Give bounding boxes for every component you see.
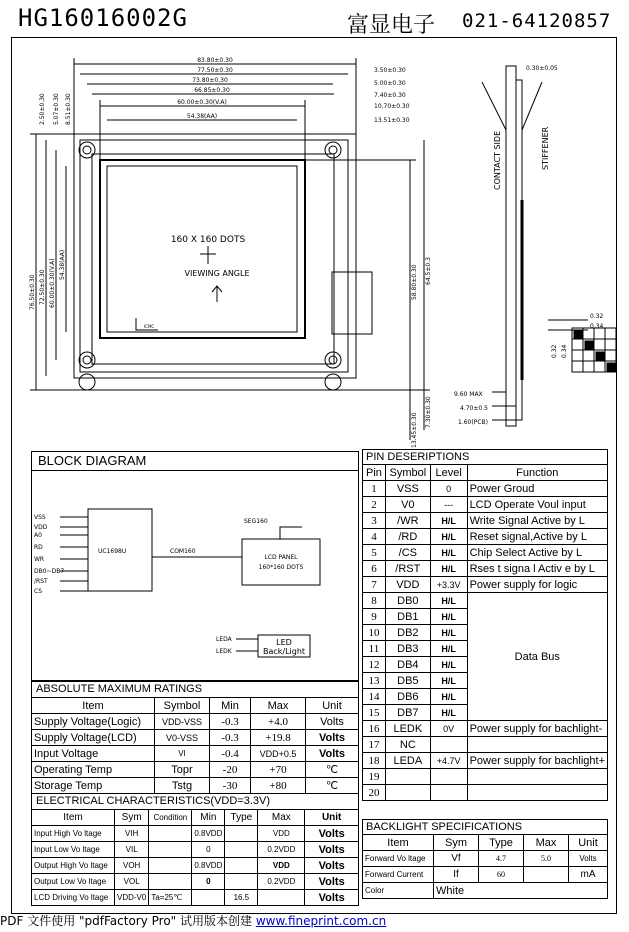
elec-cell: VDD-V0 <box>115 890 149 906</box>
footer-text: PDF 文件使用 "pdfFactory Pro" 试用版本创建 <box>0 914 253 928</box>
led-line1: LED <box>276 638 292 647</box>
electrical-table <box>31 809 359 906</box>
elec-cell <box>258 890 305 906</box>
dim-54-aa-v: 54.38(AA) <box>59 249 66 280</box>
dim-9-60: 9.60 MAX <box>454 391 483 398</box>
abs-max-table <box>31 697 359 794</box>
dim-66-85: 66.85±0.30 <box>194 87 230 94</box>
elec-head-max: Max <box>258 810 305 826</box>
elec-cell: VOH <box>115 858 149 874</box>
abs-cell: -0.4 <box>210 746 251 762</box>
pin-cell: H/L <box>430 513 467 529</box>
elec-cell: Input Low Vo ltage <box>32 842 115 858</box>
backlight-table <box>362 834 608 899</box>
pin-head-symbol: Symbol <box>385 465 430 481</box>
dim-8-51: 8.51±0.30 <box>65 93 72 125</box>
abs-cell: Supply Voltage(LCD) <box>32 730 155 746</box>
bl-cell: 4.7 <box>479 851 524 867</box>
abs-cell: VDD+0.5 <box>251 746 306 762</box>
abs-cell: +4.0 <box>251 714 306 730</box>
abs-cell: +19.8 <box>251 730 306 746</box>
elec-cell: Volts <box>305 842 359 858</box>
led-line2: Back/Light <box>262 647 306 656</box>
dim-60-va: 60.00±0.30(V.A) <box>177 99 227 106</box>
pin-row <box>363 529 608 545</box>
pin-cell <box>430 785 467 801</box>
pin-cell: 19 <box>363 769 386 785</box>
elec-head-min: Min <box>192 810 225 826</box>
controller-label: UC1698U <box>98 548 127 555</box>
pin-cell: /RST <box>385 561 430 577</box>
pin-section <box>362 449 608 801</box>
elec-cell: 0 <box>192 842 225 858</box>
pin-cell: /RD <box>385 529 430 545</box>
pin-row <box>363 785 608 801</box>
pin-head-pin: Pin <box>363 465 386 481</box>
pin-cell: Power supply for logic <box>467 577 607 593</box>
elec-cell: Volts <box>305 826 359 842</box>
dim-77-50: 77.50±0.30 <box>197 67 233 74</box>
elec-cell: 0 <box>192 874 225 890</box>
abs-cell: Tstg <box>155 778 210 794</box>
bl-cell: Forward Current <box>363 867 434 883</box>
model-number: HG16016002G <box>18 4 188 32</box>
pin-cell: +3.3V <box>430 577 467 593</box>
pin-cell: /CS <box>385 545 430 561</box>
pin-row <box>363 497 608 513</box>
contact-side-label: CONTACT SIDE <box>493 130 502 190</box>
elec-cell: Output Low Vo ltage <box>32 874 115 890</box>
abs-head-item: Item <box>32 698 155 714</box>
pin-row <box>363 737 608 753</box>
sig-wr: WR <box>34 556 45 563</box>
pin-cell: LEDA <box>385 753 430 769</box>
pin-row <box>363 753 608 769</box>
pin-table <box>362 464 608 801</box>
pin-cell: DB3 <box>385 641 430 657</box>
elec-cell: Volts <box>305 874 359 890</box>
pin-cell: 20 <box>363 785 386 801</box>
pin-cell: 0 <box>430 481 467 497</box>
footer-link[interactable]: www.fineprint.com.cn <box>255 914 387 928</box>
dots-label: 160 X 160 DOTS <box>170 235 246 245</box>
abs-cell: Operating Temp <box>32 762 155 778</box>
elec-cell: 0.2VDD <box>258 842 305 858</box>
bl-cell: Vf <box>434 851 479 867</box>
pin-cell: V0 <box>385 497 430 513</box>
pin-cell: H/L <box>430 673 467 689</box>
elec-cell <box>149 874 192 890</box>
pin-cell <box>467 785 607 801</box>
pin-cell: Power supply for bachlight+ <box>467 753 607 769</box>
abs-max-title: ABSOLUTE MAXIMUM RATINGS <box>31 681 359 697</box>
elec-cell <box>225 858 258 874</box>
module-outline <box>74 134 356 378</box>
dim-13-45: 13.45±0.30 <box>411 412 418 448</box>
abs-cell: +70 <box>251 762 306 778</box>
dim-83-80: 83.80±0.30 <box>197 57 233 64</box>
pin-cell: NC <box>385 737 430 753</box>
abs-head-max: Max <box>251 698 306 714</box>
pin-cell: H/L <box>430 545 467 561</box>
pin-row <box>363 593 608 609</box>
elec-cell: LCD Driving Vo ltage <box>32 890 115 906</box>
bl-head-sym: Sym <box>434 835 479 851</box>
pin-row <box>363 721 608 737</box>
dim-13-51: 13.51±0.30 <box>374 117 410 124</box>
bl-cell <box>524 867 569 883</box>
abs-cell: Volts <box>306 730 359 746</box>
pin-row <box>363 561 608 577</box>
pin-cell: 9 <box>363 609 386 625</box>
dim-73-80: 73.80±0.30 <box>192 77 228 84</box>
dim-3-50: 3.50±0.30 <box>374 67 406 74</box>
pin-cell: LEDK <box>385 721 430 737</box>
pin-cell: H/L <box>430 609 467 625</box>
elec-cell <box>192 890 225 906</box>
elec-cell <box>149 858 192 874</box>
abs-head-min: Min <box>210 698 251 714</box>
abs-cell: Volts <box>306 746 359 762</box>
bl-cell: Volts <box>569 851 608 867</box>
pin-title: PIN DESERIPTIONS <box>362 449 608 464</box>
leda-label: LEDA <box>216 636 232 643</box>
pin-row <box>363 577 608 593</box>
dim-58-80: 58.80±0.30 <box>411 264 418 300</box>
pin-cell: H/L <box>430 593 467 609</box>
abs-cell: ℃ <box>306 778 359 794</box>
elec-cell: VIH <box>115 826 149 842</box>
elec-cell: VOL <box>115 874 149 890</box>
block-diagram-svg <box>32 471 358 681</box>
dim-60-va-v: 60.00±0.30(V.A) <box>49 258 56 308</box>
elec-cell: VIL <box>115 842 149 858</box>
dim-64-5: 64.5±0.3 <box>425 257 432 285</box>
elec-head-item: Item <box>32 810 115 826</box>
sig-vss: VSS <box>34 514 46 521</box>
abs-cell: ℃ <box>306 762 359 778</box>
pin-cell: VSS <box>385 481 430 497</box>
dim-10-70: 10.70±0.30 <box>374 103 410 110</box>
pin-cell: 7 <box>363 577 386 593</box>
panel-line2: 160*160 DOTS <box>258 564 304 571</box>
pin-cell <box>385 769 430 785</box>
pin-cell: 3 <box>363 513 386 529</box>
elec-cell: 0.8VDD <box>192 858 225 874</box>
pin-cell: H/L <box>430 625 467 641</box>
pin-cell: Power supply for bachlight- <box>467 721 607 737</box>
pin-cell: H/L <box>430 705 467 721</box>
pin-head-function: Function <box>467 465 607 481</box>
pin-cell: 18 <box>363 753 386 769</box>
pin-cell <box>385 785 430 801</box>
sig-vdd: VDD <box>34 524 48 531</box>
elec-cell: VDD <box>258 826 305 842</box>
pin-cell: 4 <box>363 529 386 545</box>
bl-color-value: White <box>434 883 608 899</box>
elec-cell <box>225 826 258 842</box>
abs-cell: +80 <box>251 778 306 794</box>
data-bus-cell: Data Bus <box>467 593 607 721</box>
bl-cell: If <box>434 867 479 883</box>
pixel-dim-4: 0.34 <box>561 344 568 358</box>
bl-cell: Forward Vo ltage <box>363 851 434 867</box>
bl-head-max: Max <box>524 835 569 851</box>
pin-cell: 17 <box>363 737 386 753</box>
pin-row <box>363 513 608 529</box>
elec-cell <box>225 842 258 858</box>
elec-cell: 16.5 <box>225 890 258 906</box>
elec-head-type: Type <box>225 810 258 826</box>
pin-cell: /WR <box>385 513 430 529</box>
abs-cell: -0.3 <box>210 714 251 730</box>
abs-cell: Volts <box>306 714 359 730</box>
abs-cell: -30 <box>210 778 251 794</box>
pin-rows <box>363 481 608 801</box>
dim-76-50: 76.50±0.30 <box>29 274 36 310</box>
footer <box>0 912 386 929</box>
viewing-area <box>100 160 305 338</box>
bl-head-type: Type <box>479 835 524 851</box>
bl-head-unit: Unit <box>569 835 608 851</box>
block-diagram-title: BLOCK DIAGRAM <box>32 452 358 471</box>
bl-head-item: Item <box>363 835 434 851</box>
bl-color-label: Color <box>363 883 434 899</box>
bl-cell: mA <box>569 867 608 883</box>
abs-cell: Topr <box>155 762 210 778</box>
abs-cell: Supply Voltage(Logic) <box>32 714 155 730</box>
seg-label: SEG160 <box>244 518 268 525</box>
abs-cell: Input Voltage <box>32 746 155 762</box>
elec-cell: 0.2VDD <box>258 874 305 890</box>
elec-cell <box>149 842 192 858</box>
elec-cell: Volts <box>305 858 359 874</box>
pin-cell: 16 <box>363 721 386 737</box>
pin-cell: 12 <box>363 657 386 673</box>
pixel-dim-1: 0.32 <box>590 313 604 320</box>
dim-7-40: 7.40±0.30 <box>374 92 406 99</box>
pin-cell: 5 <box>363 545 386 561</box>
pin-cell: 10 <box>363 625 386 641</box>
pin-cell: H/L <box>430 529 467 545</box>
pin-cell <box>467 769 607 785</box>
pin-cell: 15 <box>363 705 386 721</box>
sig-rst: /RST <box>34 578 48 585</box>
pin-cell: 13 <box>363 673 386 689</box>
dim-7-30: 7.30±0.30 <box>425 396 432 428</box>
pin-cell: 1 <box>363 481 386 497</box>
mechanical-drawing <box>12 40 617 450</box>
pixel-dim-2: 0.34 <box>590 323 604 330</box>
electrical-title: ELECTRICAL CHARACTERISTICS(VDD=3.3V) <box>31 794 359 809</box>
pin-cell: DB1 <box>385 609 430 625</box>
pin-cell: DB7 <box>385 705 430 721</box>
pin-cell: H/L <box>430 689 467 705</box>
elec-cell: Volts <box>305 890 359 906</box>
dim-5-00: 5.00±0.30 <box>374 80 406 87</box>
abs-max-section <box>31 681 359 906</box>
ledk-label: LEDK <box>216 648 232 655</box>
bl-cell: 60 <box>479 867 524 883</box>
pin-cell: VDD <box>385 577 430 593</box>
sig-db: DB0~DB7 <box>34 568 65 575</box>
elec-head-unit: Unit <box>305 810 359 826</box>
pin-cell: 6 <box>363 561 386 577</box>
pin-row <box>363 545 608 561</box>
stiffener-label: STIFFENER <box>541 126 550 170</box>
pin-cell: Rses t signa l Activ e by L <box>467 561 607 577</box>
pin-cell: DB5 <box>385 673 430 689</box>
elec-cell <box>149 826 192 842</box>
pin-cell <box>430 737 467 753</box>
elec-cell: 0.8VDD <box>192 826 225 842</box>
pin-cell: H/L <box>430 641 467 657</box>
pin-cell: Write Signal Active by L <box>467 513 607 529</box>
elec-cell: Input High Vo ltage <box>32 826 115 842</box>
sig-cs: CS <box>34 588 42 595</box>
pin-cell: 2 <box>363 497 386 513</box>
pin-cell: DB6 <box>385 689 430 705</box>
pin-cell: Reset signal,Active by L <box>467 529 607 545</box>
bl-cell: 5.0 <box>524 851 569 867</box>
elec-head-condition: Condition <box>149 810 192 826</box>
pin-cell: LCD Operate Voul input <box>467 497 607 513</box>
dim-2-50: 2.50±0.30 <box>39 93 46 125</box>
backlight-section <box>362 819 608 899</box>
pin-cell: H/L <box>430 657 467 673</box>
pin-cell: --- <box>430 497 467 513</box>
pin-head-level: Level <box>430 465 467 481</box>
dim-5-07: 5.07±0.30 <box>53 93 60 125</box>
pin-cell: +4.7V <box>430 753 467 769</box>
pin-row <box>363 481 608 497</box>
pin-cell: 0V <box>430 721 467 737</box>
elec-cell: Output High Vo ltage <box>32 858 115 874</box>
viewing-angle-label: VIEWING ANGLE <box>184 269 250 278</box>
pin-cell: DB2 <box>385 625 430 641</box>
abs-head-symbol: Symbol <box>155 698 210 714</box>
com-label: COM160 <box>170 548 196 555</box>
dim-4-70: 4.70±0.5 <box>460 405 488 412</box>
abs-head-unit: Unit <box>306 698 359 714</box>
pin-cell: H/L <box>430 561 467 577</box>
elec-cell: VDD <box>258 858 305 874</box>
pin-cell <box>467 737 607 753</box>
dim-72-50: 72.50±0.30 <box>39 269 46 305</box>
pin-cell: 11 <box>363 641 386 657</box>
pin-row <box>363 769 608 785</box>
pin-cell: Power Groud <box>467 481 607 497</box>
pin-cell: 14 <box>363 689 386 705</box>
phone-number: 021-64120857 <box>462 10 612 32</box>
abs-cell: Storage Temp <box>32 778 155 794</box>
sig-rd: RD <box>34 544 43 551</box>
elec-cell <box>225 874 258 890</box>
pin-cell <box>430 769 467 785</box>
abs-cell: -0.3 <box>210 730 251 746</box>
pixel-dim-3: 0.32 <box>551 344 558 358</box>
dim-0-30: 0.30±0.05 <box>526 65 558 72</box>
backlight-title: BACKLIGHT SPECIFICATIONS <box>362 819 608 834</box>
abs-cell: -20 <box>210 762 251 778</box>
abs-cell: VDD-VSS <box>155 714 210 730</box>
pin-cell: DB0 <box>385 593 430 609</box>
pin-cell: Chip Select Active by L <box>467 545 607 561</box>
dim-1-60: 1.60(PCB) <box>458 419 488 426</box>
abs-cell: VI <box>155 746 210 762</box>
dim-54-aa: 54.38(AA) <box>186 113 218 120</box>
elec-cell: Ta=25℃ <box>149 890 192 906</box>
block-diagram <box>31 451 359 681</box>
small-label: ICMC <box>144 324 155 329</box>
sig-a0: A0 <box>34 532 42 539</box>
pin-cell: DB4 <box>385 657 430 673</box>
abs-cell: V0-VSS <box>155 730 210 746</box>
elec-head-sym: Sym <box>115 810 149 826</box>
company-name: 富显电子 <box>347 13 436 38</box>
pin-cell: 8 <box>363 593 386 609</box>
panel-line1: LCD PANEL <box>264 554 298 561</box>
